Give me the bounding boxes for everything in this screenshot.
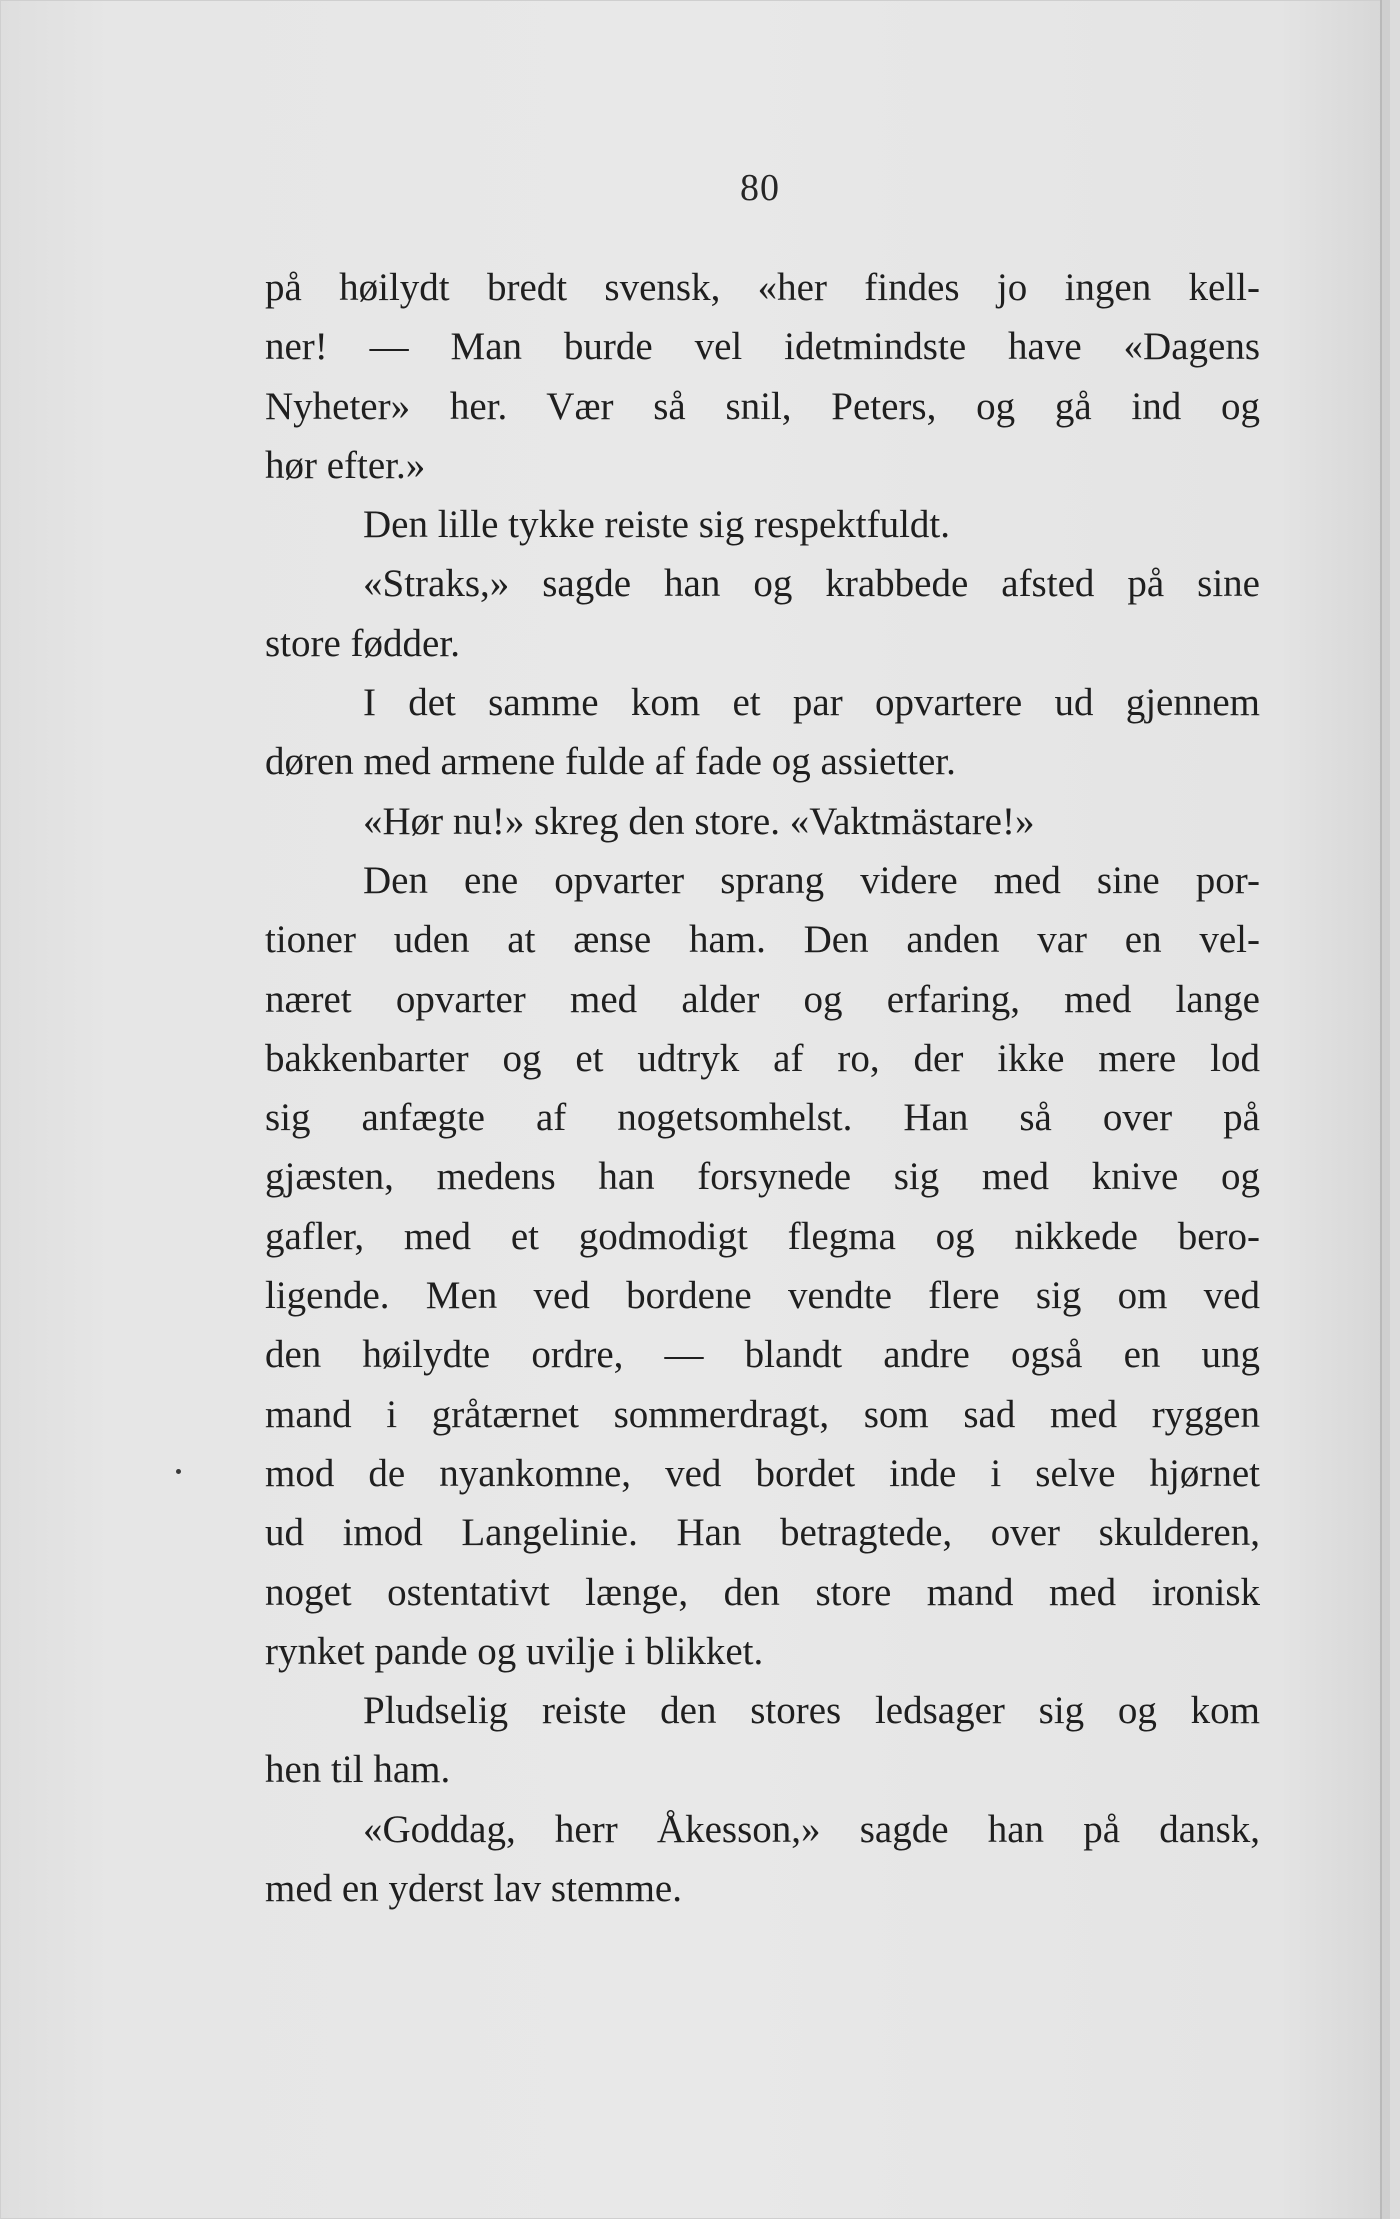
text-line: Den lille tykke reiste sig respektfuldt. <box>363 503 951 547</box>
text-line: Nyheter» her. Vær så snil, Peters, og gå ind og <box>265 384 1260 428</box>
text-line: den høilydte ordre, — blandt andre også en ung <box>265 1333 1260 1377</box>
text-line: døren med armene fulde af fade og assietter. <box>265 740 956 784</box>
text-line: bakkenbarter og et udtryk af ro, der ikke mere lod <box>265 1036 1260 1080</box>
text-line: ud imod Langelinie. Han betragtede, over skulderen, <box>265 1511 1260 1555</box>
text-line: næret opvarter med alder og erfaring, med lange <box>265 977 1260 1021</box>
ink-speck <box>176 1469 181 1474</box>
text-line: med en yderst lav stemme. <box>265 1867 682 1911</box>
text-line: store fødder. <box>265 621 460 665</box>
text-line: gafler, med et godmodigt flegma og nikkede bero- <box>265 1214 1260 1258</box>
text-line: gjæsten, medens han forsynede sig med knive og <box>265 1155 1260 1199</box>
text-line: Pludselig reiste den stores ledsager sig og kom <box>363 1689 1260 1733</box>
text-line: «Straks,» sagde han og krabbede afsted på sine <box>363 562 1260 606</box>
text-line: «Goddag, herr Åkesson,» sagde han på dansk, <box>363 1807 1260 1851</box>
text-line: noget ostentativt længe, den store mand med ironisk <box>265 1570 1260 1614</box>
text-line: sig anfægte af nogetsomhelst. Han så over på <box>265 1096 1260 1140</box>
page-number: 80 <box>740 167 780 209</box>
text-line: hen til ham. <box>265 1748 451 1792</box>
text-line: rynket pande og uvilje i blikket. <box>265 1629 764 1673</box>
text-line: I det samme kom et par opvartere ud gjennem <box>363 681 1260 725</box>
text-line: mand i gråtærnet sommerdragt, som sad med ryggen <box>265 1392 1260 1436</box>
text-line: tioner uden at ænse ham. Den anden var en vel- <box>265 918 1260 962</box>
text-line: «Hør nu!» skreg den store. «Vaktmästare!» <box>363 799 1035 843</box>
text-line: hør efter.» <box>265 443 426 487</box>
text-line: ner! — Man burde vel idetmindste have «Dagens <box>265 325 1260 369</box>
text-line: Den ene opvarter sprang videre med sine por- <box>363 858 1260 902</box>
text-line: mod de nyankomne, ved bordet inde i selve hjørnet <box>265 1451 1260 1495</box>
page-edge <box>1380 0 1390 2219</box>
text-line: på høilydt bredt svensk, «her findes jo ingen kell- <box>265 266 1260 309</box>
text-line: ligende. Men ved bordene vendte flere sig om ved <box>265 1274 1260 1318</box>
body-text <box>265 258 1260 1918</box>
